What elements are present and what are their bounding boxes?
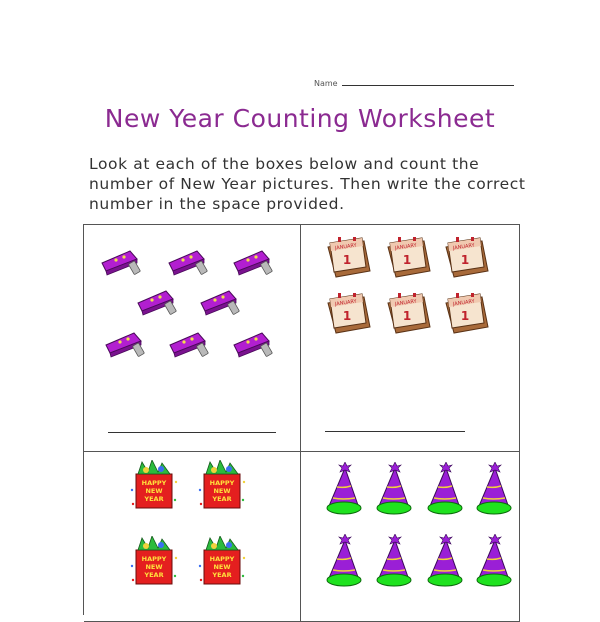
noisemaker-icon <box>168 331 212 361</box>
answer-line[interactable] <box>325 431 465 432</box>
noisemaker-icon <box>100 249 144 279</box>
gift-bag-icon <box>196 460 250 510</box>
calendar-icon <box>386 237 434 281</box>
counting-grid <box>83 224 520 615</box>
party-hat-icon <box>424 462 466 518</box>
answer-line[interactable] <box>108 432 276 433</box>
noisemaker-icon <box>232 331 276 361</box>
calendar-icon <box>386 293 434 337</box>
calendar-icon <box>326 237 374 281</box>
gift-bag-icon <box>128 536 182 586</box>
box-calendars <box>301 225 520 452</box>
party-hat-icon <box>323 534 365 590</box>
name-label: Name <box>314 79 338 88</box>
box-noisemakers <box>84 225 301 452</box>
noisemaker-icon <box>136 289 180 319</box>
box-party-hats <box>301 452 520 622</box>
party-hat-icon <box>323 462 365 518</box>
noisemaker-icon <box>232 249 276 279</box>
noisemaker-icon <box>167 249 211 279</box>
name-blank-line[interactable] <box>342 85 514 86</box>
party-hat-icon <box>373 462 415 518</box>
gift-bag-icon <box>196 536 250 586</box>
party-hat-icon <box>373 534 415 590</box>
name-field[interactable] <box>314 74 514 88</box>
party-hat-icon <box>424 534 466 590</box>
party-hat-icon <box>473 462 515 518</box>
page-title: New Year Counting Worksheet <box>104 104 496 133</box>
calendar-icon <box>444 237 492 281</box>
calendar-icon <box>444 293 492 337</box>
instructions-text: Look at each of the boxes below and count the number of New Year pictures. Then write the correct number in the space provided. <box>89 155 526 213</box>
calendar-icon <box>326 293 374 337</box>
party-hat-icon <box>473 534 515 590</box>
box-gift-bags <box>84 452 301 622</box>
noisemaker-icon <box>104 331 148 361</box>
noisemaker-icon <box>199 289 243 319</box>
gift-bag-icon <box>128 460 182 510</box>
